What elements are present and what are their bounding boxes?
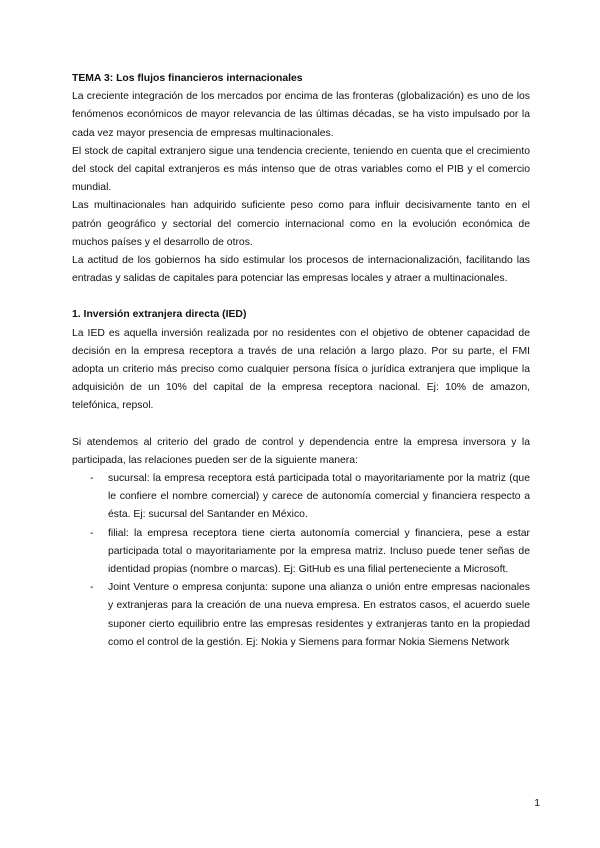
list-item-filial bbox=[72, 525, 530, 580]
dash-bullet: - bbox=[90, 527, 94, 539]
intro-paragraph: La creciente integración de los mercados por encima de las fronteras (globalización) es uno de los fenómenos económicos de mayor relevancia de las últimas décadas, se ha visto impulsado por la cada vez mayor presencia de empresas multinacionales. bbox=[72, 91, 530, 139]
spacer bbox=[72, 416, 530, 434]
list-item-text: sucursal: la empresa receptora está participada total o mayoritariamente por la matriz (que le confiere el nombre comercial) y carece de autonomía comercial y financiera respecto a ésta. Ej: sucursal del Santander en México. bbox=[108, 473, 530, 521]
intro-paragraph: Las multinacionales han adquirido suficiente peso como para influir decisivamente tanto en el patrón geográfico y sectorial del comercio internacional como en la evolución económica de muchos países y el desarrollo de otros. bbox=[72, 200, 530, 248]
relationship-list bbox=[72, 470, 530, 652]
list-item-text: Joint Venture o empresa conjunta: supone una alianza o unión entre empresas nacionales y extranjeras para la creación de una nueva empresa. En estratos casos, el acuerdo suele suponer cierto equilibrio entre las empresas residentes y extranjeras tanto en la propiedad como el control de la gestión. Ej: Nokia y Siemens para formar Nokia Siemens Network bbox=[108, 582, 530, 648]
document-page bbox=[72, 70, 530, 652]
list-item-text: filial: la empresa receptora tiene cierta autonomía comercial y financiera, pese a estar participada total o mayoritariamente por la empresa matriz. Incluso puede tener señas de identidad propias (nombre o marcas). Ej: GitHub es una filial perteneciente a Microsoft. bbox=[108, 527, 530, 576]
section-heading: 1. Inversión extranjera directa (IED) bbox=[72, 309, 247, 321]
dash-bullet: - bbox=[90, 582, 94, 594]
dash-bullet: - bbox=[90, 473, 94, 485]
intro-paragraph: El stock de capital extranjero sigue una tendencia creciente, teniendo en cuenta que el crecimiento del stock del capital extranjeros es más intenso que de otras variables como el PIB y el comercio mundial. bbox=[72, 145, 530, 194]
criteria-paragraph: Si atendemos al criterio del grado de control y dependencia entre la empresa inversora y la participada, las relaciones pueden ser de la siguiente manera: bbox=[72, 436, 530, 466]
document-title: TEMA 3: Los flujos financieros internacionales bbox=[72, 73, 303, 84]
page-number: 1 bbox=[534, 798, 540, 809]
spacer bbox=[72, 288, 530, 306]
intro-paragraph: La actitud de los gobiernos ha sido estimular los procesos de internacionalización, facilitando las entradas y salidas de capitales para potenciar las empresas locales y atraer a multinacionales. bbox=[72, 255, 530, 285]
list-item-joint-venture bbox=[72, 579, 530, 652]
section-paragraph: La IED es aquella inversión realizada por no residentes con el objetivo de obtener capacidad de decisión en la empresa receptora a través de una relación a largo plazo. Por su parte, el FMI adopta un criterio más preciso como cualquier persona física o jurídica extranjera que implique la adquisición de un 10% del capital de la empresa receptora nacional. Ej: 10% de amazon, telefónica, repsol. bbox=[72, 327, 530, 412]
list-item-sucursal bbox=[72, 470, 530, 525]
